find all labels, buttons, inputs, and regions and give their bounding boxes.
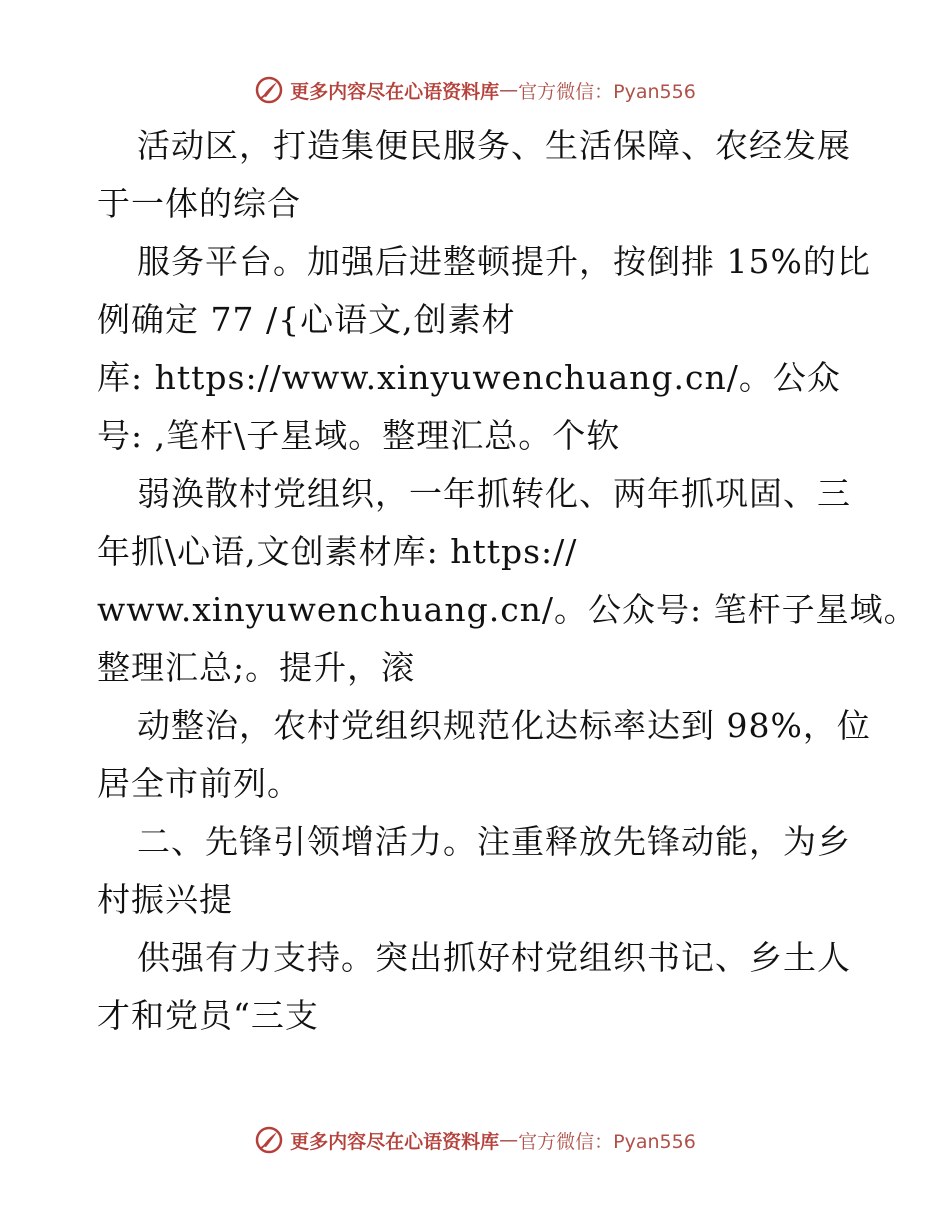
text-line: 年抓\心语,文创素材库: https:// xyxy=(97,532,578,571)
banner-sub-text: 官方微信：Pyan556 xyxy=(518,1130,696,1153)
text-line: 于一体的综合 xyxy=(97,184,301,223)
banner-dash: — xyxy=(499,79,519,101)
header-banner xyxy=(0,70,950,110)
text-line: 供强有力支持。突出抓好村党组织书记、乡土人 xyxy=(137,938,851,977)
brush-logo-icon xyxy=(254,75,284,105)
banner-dash: — xyxy=(499,1129,519,1151)
text-line: 号: ,笔杆\子星域。整理汇总。个软 xyxy=(97,416,621,455)
text-line: 服务平台。加强后进整顿提升，按倒排 15%的比 xyxy=(137,242,871,281)
text-line: 二、先锋引领增活力。注重释放先锋动能，为乡 xyxy=(137,822,851,861)
banner-main-text: 更多内容尽在心语资料库 xyxy=(290,80,500,103)
banner-main-text: 更多内容尽在心语资料库 xyxy=(290,1130,500,1153)
text-line: 活动区，打造集便民服务、生活保障、农经发展 xyxy=(137,126,851,165)
footer-banner xyxy=(0,1120,950,1160)
text-line: 库: https://www.xinyuwenchuang.cn/。公众 xyxy=(97,358,841,397)
text-line: 弱涣散村党组织，一年抓转化、两年抓巩固、三 xyxy=(137,474,851,513)
text-line: 例确定 77 /{心语文,创素材 xyxy=(97,300,516,339)
banner-sub-text: 官方微信：Pyan556 xyxy=(518,80,696,103)
text-line: 动整治，农村党组织规范化达标率达到 98%，位 xyxy=(137,706,871,745)
brush-logo-icon xyxy=(254,1125,284,1155)
text-line: www.xinyuwenchuang.cn/。公众号: 笔杆子星域。 xyxy=(97,590,918,629)
document-body xyxy=(97,117,918,1045)
text-line: 才和党员“三支 xyxy=(97,996,319,1035)
text-line: 整理汇总;。提升，滚 xyxy=(97,648,416,687)
text-line: 村振兴提 xyxy=(97,880,233,919)
text-line: 居全市前列。 xyxy=(97,764,301,803)
